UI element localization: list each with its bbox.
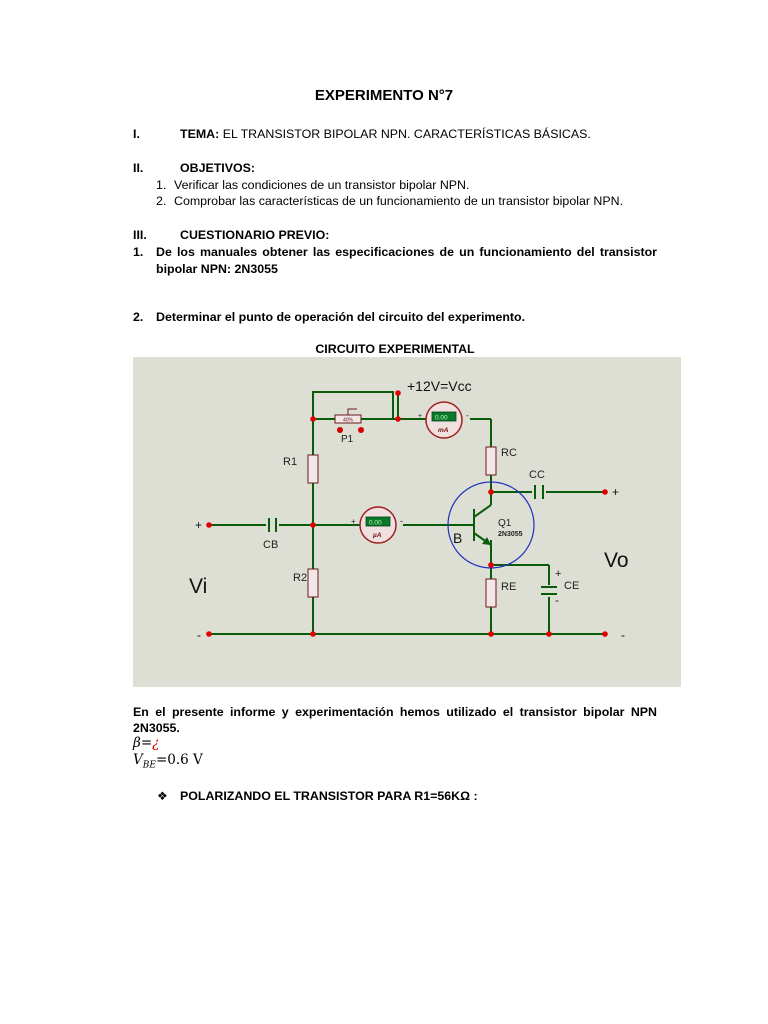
section-3-label: CUESTIONARIO PREVIO: [180,228,330,242]
cb-label: CB [263,539,279,551]
p1-value: 40% [343,417,354,424]
objective-1-num: 1. [156,178,167,192]
question-2-num: 2. [133,310,144,324]
section-2-numeral: II. [133,161,144,175]
beta-value: ¿ [152,735,160,751]
ma-reading: 0.00 [435,414,448,422]
circuit-schematic [133,357,681,687]
milliammeter [418,402,469,438]
vbe-subscript: BE [142,760,156,771]
vcc-label: +12V=Vcc [407,378,472,394]
vbe-equation [133,752,203,774]
vo-minus: - [621,628,625,642]
objective-1-text: Verificar las condiciones de un transistor bipolar NPN. [174,178,470,192]
vi-label: Vi [189,575,208,598]
circuit-caption: CIRCUITO EXPERIMENTAL [315,342,475,356]
ua-reading: 0.00 [369,519,382,527]
r1-label: R1 [283,456,298,468]
re-label: RE [501,581,517,593]
question-1-line-2: bipolar NPN: 2N3055 [156,262,278,276]
paragraph-line-1: En el presente informe y experimentación hemos utilizado el transistor bipolar NPN [133,705,657,719]
question-1-line-1: De los manuales obtener las especificaciones de un funcionamiento del transistor [156,245,657,259]
ce-plus: + [555,568,562,580]
bullet-text: POLARIZANDO EL TRANSISTOR PARA R1=56KΩ : [180,789,478,803]
objective-2-num: 2. [156,194,167,208]
beta-equals: = [140,735,153,751]
cc-label: CC [529,469,545,481]
q1-part-label: 2N3055 [498,531,523,538]
ma-minus: - [466,411,469,420]
diamond-bullet-icon: ❖ [157,789,168,803]
vi-plus: + [195,518,203,532]
question-2-text: Determinar el punto de operación del circuito del experimento. [156,310,526,324]
section-1-label: TEMA: [180,127,220,141]
section-1-text: EL TRANSISTOR BIPOLAR NPN. CARACTERÍSTICAS BÁSICAS. [222,127,591,141]
ua-minus: - [400,516,403,526]
vo-label: Vo [604,549,629,572]
resistor-r2 [308,569,318,597]
q1-label: Q1 [498,518,512,529]
junction-nodes [206,390,608,637]
resistor-rc [486,447,496,475]
vbe-symbol: V [133,752,143,768]
vbe-value: =0.6 V [155,752,203,768]
ua-unit: µA [373,532,382,539]
resistor-re [486,579,496,607]
vo-plus: + [612,485,620,499]
potentiometer-p1 [335,409,364,445]
section-2-label: OBJETIVOS: [180,161,256,175]
ma-unit: mA [438,427,449,434]
beta-equation [133,735,159,751]
resistor-r1 [308,455,318,483]
r2-label: R2 [293,572,308,584]
ma-plus: + [418,413,423,420]
beta-symbol: β [133,735,141,751]
ce-label: CE [564,580,580,592]
objective-2-text: Comprobar las características de un funcionamiento de un transistor bipolar NPN. [174,194,624,208]
question-1-num: 1. [133,245,144,259]
section-1-heading [180,126,591,142]
ua-plus: + [351,517,356,526]
vi-minus: - [197,628,201,642]
section-1-numeral: I. [133,127,140,141]
rc-label: RC [501,447,517,459]
p1-label: P1 [341,434,354,445]
paragraph-line-2: 2N3055. [133,721,180,735]
ce-minus: - [555,593,559,607]
page-title: EXPERIMENTO N°7 [314,87,454,104]
section-3-numeral: III. [133,228,147,242]
base-label: B [453,530,463,546]
circuit-wires [209,392,605,634]
